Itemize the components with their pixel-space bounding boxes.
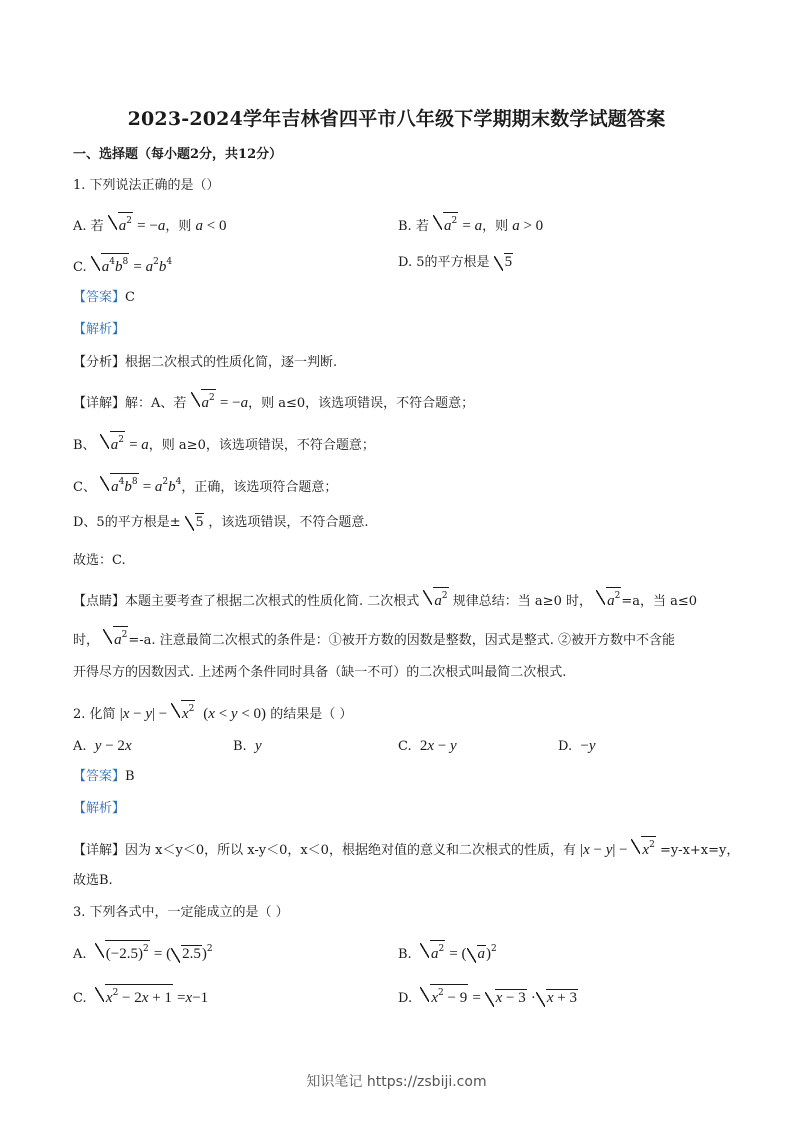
detail-text: ，则 a≥0，该选项错误，不符合题意； — [148, 438, 375, 453]
question-1-stem: 1. 下列说法正确的是（） — [73, 178, 220, 193]
q1-fenxi — [73, 354, 337, 372]
q1-analysis-tag: 【解析】 — [73, 322, 126, 337]
detail-text: B、 — [73, 438, 96, 453]
detail-text: D、5的平方根是± — [73, 515, 181, 530]
detail-text: ，该选项错误，不符合题意. — [208, 515, 369, 530]
q1-detail-a: 【详解】解：A、若 $a^2 = -a$，则 a≤0，该选项错误，不符合题意； — [73, 389, 474, 413]
question-3-stem: 3. 下列各式中，一定能成立的是（ ） — [73, 905, 289, 920]
answer-tag: 【答案】 — [73, 769, 126, 784]
fenxi-text: 根据二次根式的性质化简，逐一判断. — [125, 355, 338, 370]
q1-answer — [73, 289, 135, 307]
q3-option-d: D. $x^2 - 9 = x - 3 \cdot x + 3$ — [398, 984, 578, 1008]
option-text: ，则 — [165, 219, 192, 234]
option-label: C. — [398, 739, 412, 754]
dianjing-text: =-a. 注意最简二次根式的条件是：①被开方数的因数是整数，因式是整式. ②被开方数中不含能 — [128, 633, 675, 648]
option-label: A. — [73, 947, 87, 962]
option-label: C. — [73, 260, 87, 275]
detail-text: =y-x+x=y， — [659, 843, 740, 858]
detail-tag: 【详解】 — [73, 396, 126, 411]
footer-watermark: 知识笔记 https://zsbiji.com — [306, 1074, 487, 1090]
q2-analysis-tag: 【解析】 — [73, 801, 126, 816]
q1-detail-b: B、 $a^2 = a$，则 a≥0，该选项错误，不符合题意； — [73, 431, 375, 455]
stem-text: 2. 化简 — [73, 707, 116, 722]
q1-dianjing-line1: 【点睛】本题主要考查了根据二次根式的性质化简. 二次根式 $a^2$ 规律总结：当 a≥0 时， $a^2=a$，当 a≤0 — [73, 587, 697, 611]
q3-option-a: A. $(-2.5)^2$ = ( 2.5)$^2$ — [73, 940, 213, 964]
q2-detail: 【详解】因为 x＜y＜0，所以 x-y＜0，x＜0，根据绝对值的意义和二次根式的性质，有 $|x - y| - x^2 =y-x+x=y$， — [73, 836, 739, 860]
q2-answer — [73, 768, 135, 786]
q2-choose: 故选B. — [73, 873, 113, 888]
option-label: B. — [398, 947, 412, 962]
option-label: D. — [558, 739, 573, 754]
option-label: A. — [73, 739, 87, 754]
detail-tag: 【详解】 — [73, 843, 126, 858]
q1-dianjing-line2: 时， $a^2=-a$. 注意最简二次根式的条件是：①被开方数的因数是整数，因式是整式. ②被开方数中不含能 — [73, 626, 675, 650]
q1-detail-d: D、5的平方根是± 5 ，该选项错误，不符合题意. — [73, 514, 369, 530]
q1-option-c: C. $a^4b^8 = a^2b^4$ — [73, 253, 172, 277]
q1-dianjing-line3: 开得尽方的因数因式. 上述两个条件同时具备（缺一不可）的二次根式叫最简二次根式. — [73, 665, 567, 680]
q2-option-a: A. y − 2x — [73, 738, 132, 754]
option-label: C. — [73, 991, 87, 1006]
detail-text: ，则 a≤0，该选项错误，不符合题意； — [248, 396, 475, 411]
q1-option-d: D. 5的平方根是 5 — [398, 254, 513, 270]
option-label: A. 若 — [73, 219, 104, 234]
question-2-stem: 2. 化简 $|x - y| - x^2$ (x < y < 0) 的结果是（ ） — [73, 700, 352, 724]
option-text: ，则 — [482, 219, 509, 234]
option-label: B. — [233, 739, 247, 754]
stem-text: 的结果是（ ） — [270, 707, 353, 722]
q2-option-d: D. −y — [558, 738, 596, 754]
q2-option-b: B. y — [233, 738, 262, 754]
answer-value: B — [125, 769, 135, 784]
detail-text: 解：A、若 — [125, 396, 187, 411]
dianjing-text: 时， — [73, 633, 100, 648]
option-label: D. — [398, 991, 413, 1006]
q1-detail-c: C、 $a^4b^8 = a^2b^4$，正确，该选项符合题意； — [73, 473, 337, 497]
dianjing-tag: 【点睛】 — [73, 594, 126, 609]
option-label: B. 若 — [398, 219, 429, 234]
q1-option-a: A. 若 $a^2 = -a$，则 a < 0 — [73, 212, 226, 236]
detail-text: 因为 x＜y＜0，所以 x-y＜0，x＜0，根据绝对值的意义和二次根式的性质，有 — [125, 843, 576, 858]
dianjing-text: 规律总结：当 a≥0 时， — [452, 594, 592, 609]
dianjing-text: =a，当 a≤0 — [621, 594, 698, 609]
q2-option-c: C. 2x − y — [398, 738, 457, 754]
option-label: D. 5的平方根是 — [398, 255, 490, 270]
answer-tag: 【答案】 — [73, 290, 126, 305]
dianjing-text: 本题主要考查了根据二次根式的性质化简. 二次根式 — [125, 594, 420, 609]
q3-option-b: B. $a^2$ = ( a)$^2$ — [398, 940, 497, 964]
section-heading: 一、选择题（每小题2分，共12分） — [73, 147, 283, 162]
page-title: 2023-2024学年吉林省四平市八年级下学期期末数学试题答案 — [127, 108, 666, 130]
fenxi-tag: 【分析】 — [73, 355, 126, 370]
q1-choose: 故选：C. — [73, 553, 126, 568]
q1-option-b: B. 若 $a^2 = a$，则 a > 0 — [398, 212, 543, 236]
detail-text: C、 — [73, 480, 96, 495]
detail-text: ，正确，该选项符合题意； — [181, 480, 338, 495]
answer-value: C — [125, 290, 135, 305]
q3-option-c: C. $x^2 - 2x + 1 =x-1$ — [73, 984, 208, 1008]
